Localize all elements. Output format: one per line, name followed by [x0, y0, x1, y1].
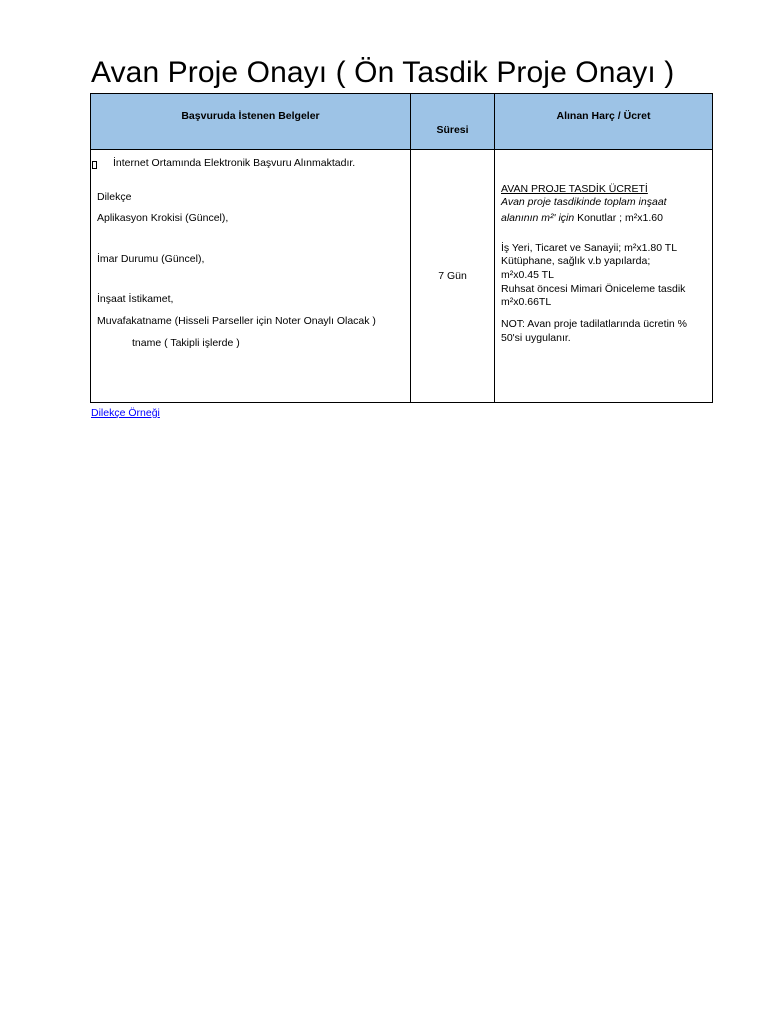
document-item: İnşaat İstikamet,: [97, 293, 174, 305]
fee-intro-line-1: Avan proje tasdikinde toplam inşaat: [501, 196, 667, 208]
table-header-row: [91, 94, 713, 150]
fee-library-line-1: Kütüphane, sağlık v.b yapılarda;: [501, 255, 651, 267]
header-duration: Süresi: [411, 94, 495, 150]
requirements-table: [90, 93, 713, 403]
fee-intro-italic: alanının m²' için: [501, 212, 575, 224]
duration-cell: 7 Gün: [411, 150, 495, 403]
documents-cell: [91, 150, 411, 403]
fee-library-line-2: m²x0.45 TL: [501, 269, 554, 281]
document-item: İmar Durumu (Güncel),: [97, 253, 205, 265]
document-item: Aplikasyon Krokisi (Güncel),: [97, 212, 229, 224]
header-fee: Alınan Harç / Ücret: [495, 94, 713, 150]
fee-preview-line-2: m²x0.66TL: [501, 296, 552, 308]
page-title: Avan Proje Onayı ( Ön Tasdik Proje Onayı ): [91, 56, 675, 89]
fee-preview-line-1: Ruhsat öncesi Mimari Öniceleme tasdik: [501, 283, 686, 295]
online-application-note: İnternet Ortamında Elektronik Başvuru Alınmaktadır.: [113, 157, 356, 169]
document-item: tname ( Takipli işlerde ): [132, 337, 240, 349]
fee-heading: AVAN PROJE TASDİK ÜCRETİ: [501, 183, 648, 195]
fee-intro-line-2: [501, 212, 706, 224]
document-item: Dilekçe: [97, 191, 132, 203]
fee-note-line-2: 50'si uygulanır.: [501, 332, 571, 344]
petition-sample-link[interactable]: Dilekçe Örneği: [91, 407, 160, 419]
header-documents: Başvuruda İstenen Belgeler: [91, 94, 411, 150]
document-item: Muvafakatname (Hisseli Parseller için Noter Onaylı Olacak ): [97, 315, 376, 327]
checkbox-bullet-icon: [92, 161, 97, 169]
fee-cell: [495, 150, 713, 403]
fee-intro-rest: Konutlar ; m²x1.60: [574, 212, 663, 224]
fee-workplace-line: İş Yeri, Ticaret ve Sanayii; m²x1.80 TL: [501, 242, 678, 254]
fee-note-line-1: NOT: Avan proje tadilatlarında ücretin %: [501, 318, 687, 330]
table-row: [91, 150, 713, 403]
